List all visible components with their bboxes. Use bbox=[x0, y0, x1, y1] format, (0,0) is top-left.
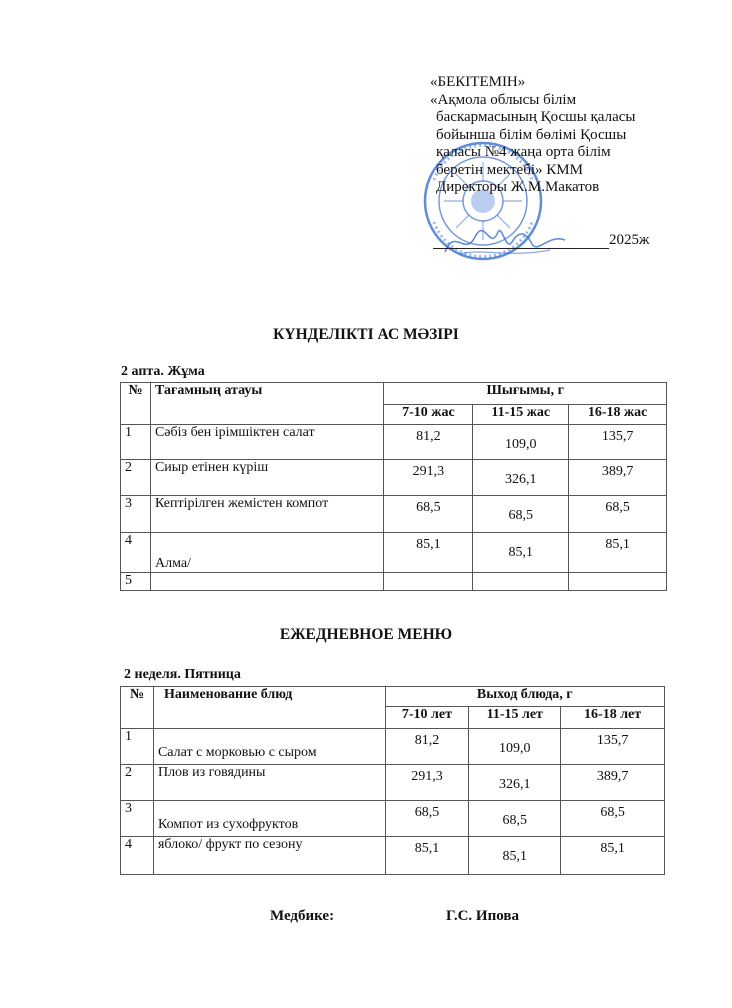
table-row bbox=[121, 573, 667, 591]
row-num: 5 bbox=[121, 573, 151, 591]
row-value-age3: 389,7 bbox=[569, 460, 667, 496]
approval-date-line bbox=[433, 232, 649, 249]
col-age2-header: 11-15 лет bbox=[469, 707, 561, 729]
col-num-header: № bbox=[121, 383, 151, 425]
table-row bbox=[121, 837, 665, 875]
row-dish-name bbox=[150, 573, 384, 591]
row-value-age3: 85,1 bbox=[561, 837, 665, 875]
ru-menu-subtitle: 2 неделя. Пятница bbox=[124, 667, 241, 682]
row-value-age3 bbox=[569, 573, 667, 591]
row-num: 1 bbox=[121, 425, 151, 460]
col-output-header: Выход блюда, г bbox=[385, 687, 664, 707]
col-age1-header: 7-10 жас bbox=[384, 405, 473, 425]
kz-menu-table bbox=[120, 382, 667, 591]
row-value-age2: 85,1 bbox=[469, 837, 561, 875]
table-row bbox=[121, 729, 665, 765]
approval-line: «Ақмола облысы білім bbox=[430, 91, 577, 108]
row-value-age3: 85,1 bbox=[569, 533, 667, 573]
table-row bbox=[121, 496, 667, 533]
row-value-age1: 68,5 bbox=[385, 801, 469, 837]
row-num: 1 bbox=[121, 729, 154, 765]
col-num-header: № bbox=[121, 687, 154, 729]
table-row bbox=[121, 765, 665, 801]
row-value-age3: 68,5 bbox=[569, 496, 667, 533]
row-num: 4 bbox=[121, 533, 151, 573]
row-dish-name: Салат с морковью с сыром bbox=[153, 729, 385, 765]
row-num: 2 bbox=[121, 765, 154, 801]
approval-line: «БЕКІТЕМІН» bbox=[430, 74, 526, 90]
nurse-name: Г.С. Ипова bbox=[446, 908, 519, 924]
row-value-age2: 326,1 bbox=[469, 765, 561, 801]
row-value-age2: 109,0 bbox=[473, 425, 569, 460]
row-dish-name: яблоко/ фрукт по сезону bbox=[153, 837, 385, 875]
col-age1-header: 7-10 лет bbox=[385, 707, 469, 729]
row-dish-name: Сәбіз бен ірімшіктен салат bbox=[150, 425, 384, 460]
nurse-label: Медбике: bbox=[270, 908, 335, 924]
col-age3-header: 16-18 лет bbox=[561, 707, 665, 729]
table-row bbox=[121, 533, 667, 573]
table-header-row bbox=[121, 383, 667, 405]
date-blank bbox=[433, 234, 609, 249]
col-name-header: Тағамның атауы bbox=[150, 383, 384, 425]
row-value-age2 bbox=[473, 573, 569, 591]
row-value-age2: 109,0 bbox=[469, 729, 561, 765]
kz-menu-title: КҮНДЕЛІКТІ АС МӘЗІРІ bbox=[273, 326, 459, 343]
row-num: 2 bbox=[121, 460, 151, 496]
table-header-row bbox=[121, 687, 665, 707]
row-value-age1 bbox=[384, 573, 473, 591]
row-value-age3: 135,7 bbox=[561, 729, 665, 765]
approval-line: беретін мектебі» КММ bbox=[436, 161, 583, 178]
col-age2-header: 11-15 жас bbox=[473, 405, 569, 425]
ru-menu-title: ЕЖЕДНЕВНОЕ МЕНЮ bbox=[279, 626, 453, 643]
row-num: 4 bbox=[121, 837, 154, 875]
table-row bbox=[121, 801, 665, 837]
row-value-age3: 389,7 bbox=[561, 765, 665, 801]
table-row bbox=[121, 425, 667, 460]
approval-line: бойынша білім бөлімі Қосшы bbox=[436, 126, 627, 143]
approval-year: 2025ж bbox=[609, 232, 650, 248]
row-dish-name: Кептірілген жемістен компот bbox=[150, 496, 384, 533]
row-value-age1: 85,1 bbox=[384, 533, 473, 573]
approval-line: қаласы №4 жаңа орта білім bbox=[436, 144, 611, 160]
row-value-age2: 85,1 bbox=[473, 533, 569, 573]
row-num: 3 bbox=[121, 801, 154, 837]
row-value-age3: 68,5 bbox=[561, 801, 665, 837]
table-row bbox=[121, 460, 667, 496]
row-value-age2: 326,1 bbox=[473, 460, 569, 496]
approval-line: Директоры Ж.М.Макатов bbox=[436, 179, 600, 195]
approval-block bbox=[430, 74, 690, 197]
col-age3-header: 16-18 жас bbox=[569, 405, 667, 425]
row-value-age1: 291,3 bbox=[384, 460, 473, 496]
col-name-header: Наименование блюд bbox=[153, 687, 385, 729]
row-dish-name: Компот из сухофруктов bbox=[153, 801, 385, 837]
row-dish-name: Плов из говядины bbox=[153, 765, 385, 801]
row-num: 3 bbox=[121, 496, 151, 533]
row-value-age1: 291,3 bbox=[385, 765, 469, 801]
row-dish-name: Алма/ bbox=[150, 533, 384, 573]
row-value-age1: 81,2 bbox=[385, 729, 469, 765]
row-value-age1: 85,1 bbox=[385, 837, 469, 875]
row-value-age2: 68,5 bbox=[473, 496, 569, 533]
col-output-header: Шығымы, г bbox=[384, 383, 667, 405]
row-value-age3: 135,7 bbox=[569, 425, 667, 460]
row-value-age1: 68,5 bbox=[384, 496, 473, 533]
row-value-age1: 81,2 bbox=[384, 425, 473, 460]
kz-menu-subtitle: 2 апта. Жұма bbox=[121, 364, 205, 379]
row-dish-name: Сиыр етінен күріш bbox=[150, 460, 384, 496]
ru-menu-table bbox=[120, 686, 665, 875]
row-value-age2: 68,5 bbox=[469, 801, 561, 837]
approval-line: баскармасының Қосшы қаласы bbox=[436, 109, 636, 125]
